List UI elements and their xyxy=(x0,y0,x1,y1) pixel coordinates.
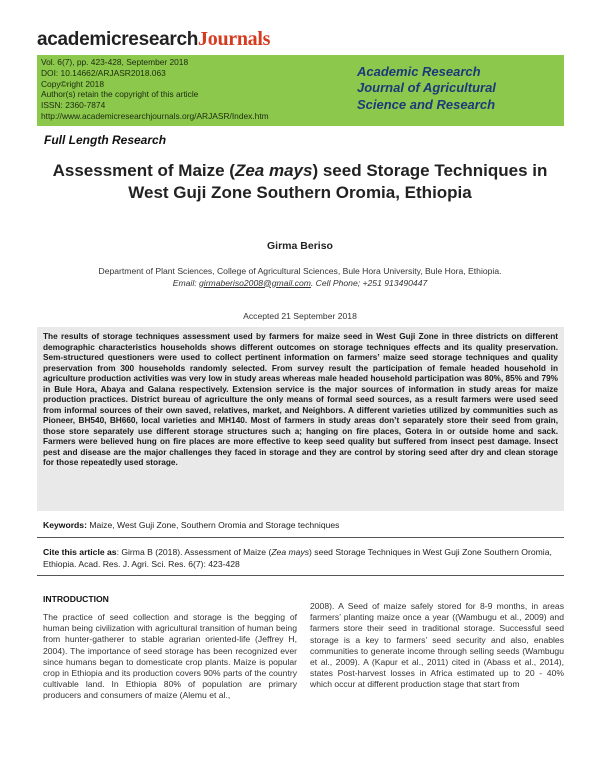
copyright-line: Copy©right 2018 xyxy=(41,78,104,89)
article-title xyxy=(40,160,560,204)
title-text: Assessment of Maize ( xyxy=(52,161,235,180)
journal-info xyxy=(41,57,269,122)
affiliation: Department of Plant Sciences, College of Agricultural Sciences, Bule Hora University, Bule Hora, Ethiopia. xyxy=(98,266,502,276)
journal-name-line: Science and Research xyxy=(357,96,496,112)
issn-line: ISSN: 2360-7874 xyxy=(41,100,106,111)
keywords xyxy=(43,520,558,530)
citation xyxy=(43,546,558,570)
divider xyxy=(37,537,564,538)
journal-header-band xyxy=(37,55,564,126)
volume-line: Vol. 6(7), pp. 423-428, September 2018 xyxy=(41,57,189,67)
cite-species: Zea mays xyxy=(271,547,310,557)
section-label: Full Length Research xyxy=(44,133,167,147)
journal-name-line: Journal of Agricultural xyxy=(357,80,496,96)
divider xyxy=(37,575,564,576)
keywords-label: Keywords: xyxy=(43,520,87,530)
logo-text-part1: academicresearch xyxy=(37,29,199,50)
cite-text: ) seed Storage Techniques in West Guji Zone Southern Oromia, Ethiopia. Acad. Res. J. Agri. Sci. Res. 6(7): 423-428 xyxy=(43,547,552,569)
accepted-date: Accepted 21 September 2018 xyxy=(243,311,357,321)
introduction-column-right: 2008). A Seed of maize safely stored for 8-9 months, in areas farmers’ planting maize once a year ((Wambugu et al., 2009) and farmers store their seed in traditional storage. Successful seed storage is a key to farmers’ seed security and also, enables communities to generate income through selling seeds (Wambugu et al., 2009). A (Kapur et al., 2011) cited in (Abass et al., 2014), states Post-harvest losses in Africa estimated up to 20 - 40% which occur at different production stage that start from xyxy=(310,601,564,690)
affiliation-block xyxy=(40,266,560,289)
abstract-text: The results of storage techniques assessment used by farmers for maize seed in West Guji Zone in three districts on different demographic characteristics households shows different outcomes on storage techniques effects and its quality preservation. Sem-structured questioners were used to collect pertinent information on farmers’ maize seed storage techniques and quality preservation from 300 households randomly selected. From survey result the participation of female headed household in agriculture production activities was very low in study areas whereas male headed household participation was 80%, 85% and 79% in Bule Hora, Abaya and Galana respectively. Extension service is the major sources of information in study areas for maize production practices. District bureau of agriculture the only means of formal seed sources, as a result farmers were used seed from informal sources of their own saved, relatives, market, and Neighbors. A different varieties utilized by communities such as Pioneer, BH540, BH660, local varieties and MH140. Most of farmers in study areas don’t separately store their seed from grain, those store separately use different storage structures such a; hanging on fire places, Gotera in or outside home and sack. Farmers were believed hung on fire places are more effective to keep seed quality but suffered from insect pest damage. Insect pest and disease are the major challenges they faced in storage and they are control by storing seed after dry and clean storage for those repeatedly used storage. xyxy=(43,332,558,467)
journal-logo xyxy=(37,27,270,52)
title-species: Zea mays xyxy=(234,161,313,180)
rights-line: Author(s) retain the copyright of this article xyxy=(41,89,199,100)
doi-line: DOI: 10.14662/ARJASR2018.063 xyxy=(41,67,166,78)
email-label: Email: xyxy=(172,277,199,288)
abstract-box xyxy=(37,327,564,511)
cite-label: Cite this article as xyxy=(43,547,117,557)
author-name: Girma Beriso xyxy=(267,240,333,252)
email-link[interactable]: girmaberiso2008@gmail.com xyxy=(199,277,311,288)
title-text: ) seed Storage Techniques in West Guji Zone Southern Oromia, Ethiopia xyxy=(128,161,548,202)
journal-name-line: Academic Research xyxy=(357,64,481,79)
introduction-column-left: The practice of seed collection and storage is the begging of human being civilization with agricultural transition of human being from hunter-gatherer to stable agrarian oriented-life (Jeffrey H, 2004). The importance of seed storage has been recognized ever since humans began to domesticate crop plants. Maize is popular crop in Ethiopia and its production covers 90% parts of the country cultivable land. In Ethiopia 80% of population are primary producers and consumers of maize (Alemu et al., xyxy=(43,612,297,701)
cite-text: : Girma B (2018). Assessment of Maize ( xyxy=(116,547,272,557)
logo-text-part2: Journals xyxy=(198,28,271,50)
introduction-heading: INTRODUCTION xyxy=(43,594,109,604)
journal-name xyxy=(357,64,562,113)
phone: . Cell Phone; +251 913490447 xyxy=(310,277,428,288)
keywords-text: Maize, West Guji Zone, Southern Oromia and Storage techniques xyxy=(86,520,340,530)
contact-line xyxy=(40,278,560,290)
journal-url[interactable]: http://www.academicresearchjournals.org/ARJASR/Index.htm xyxy=(41,110,269,121)
